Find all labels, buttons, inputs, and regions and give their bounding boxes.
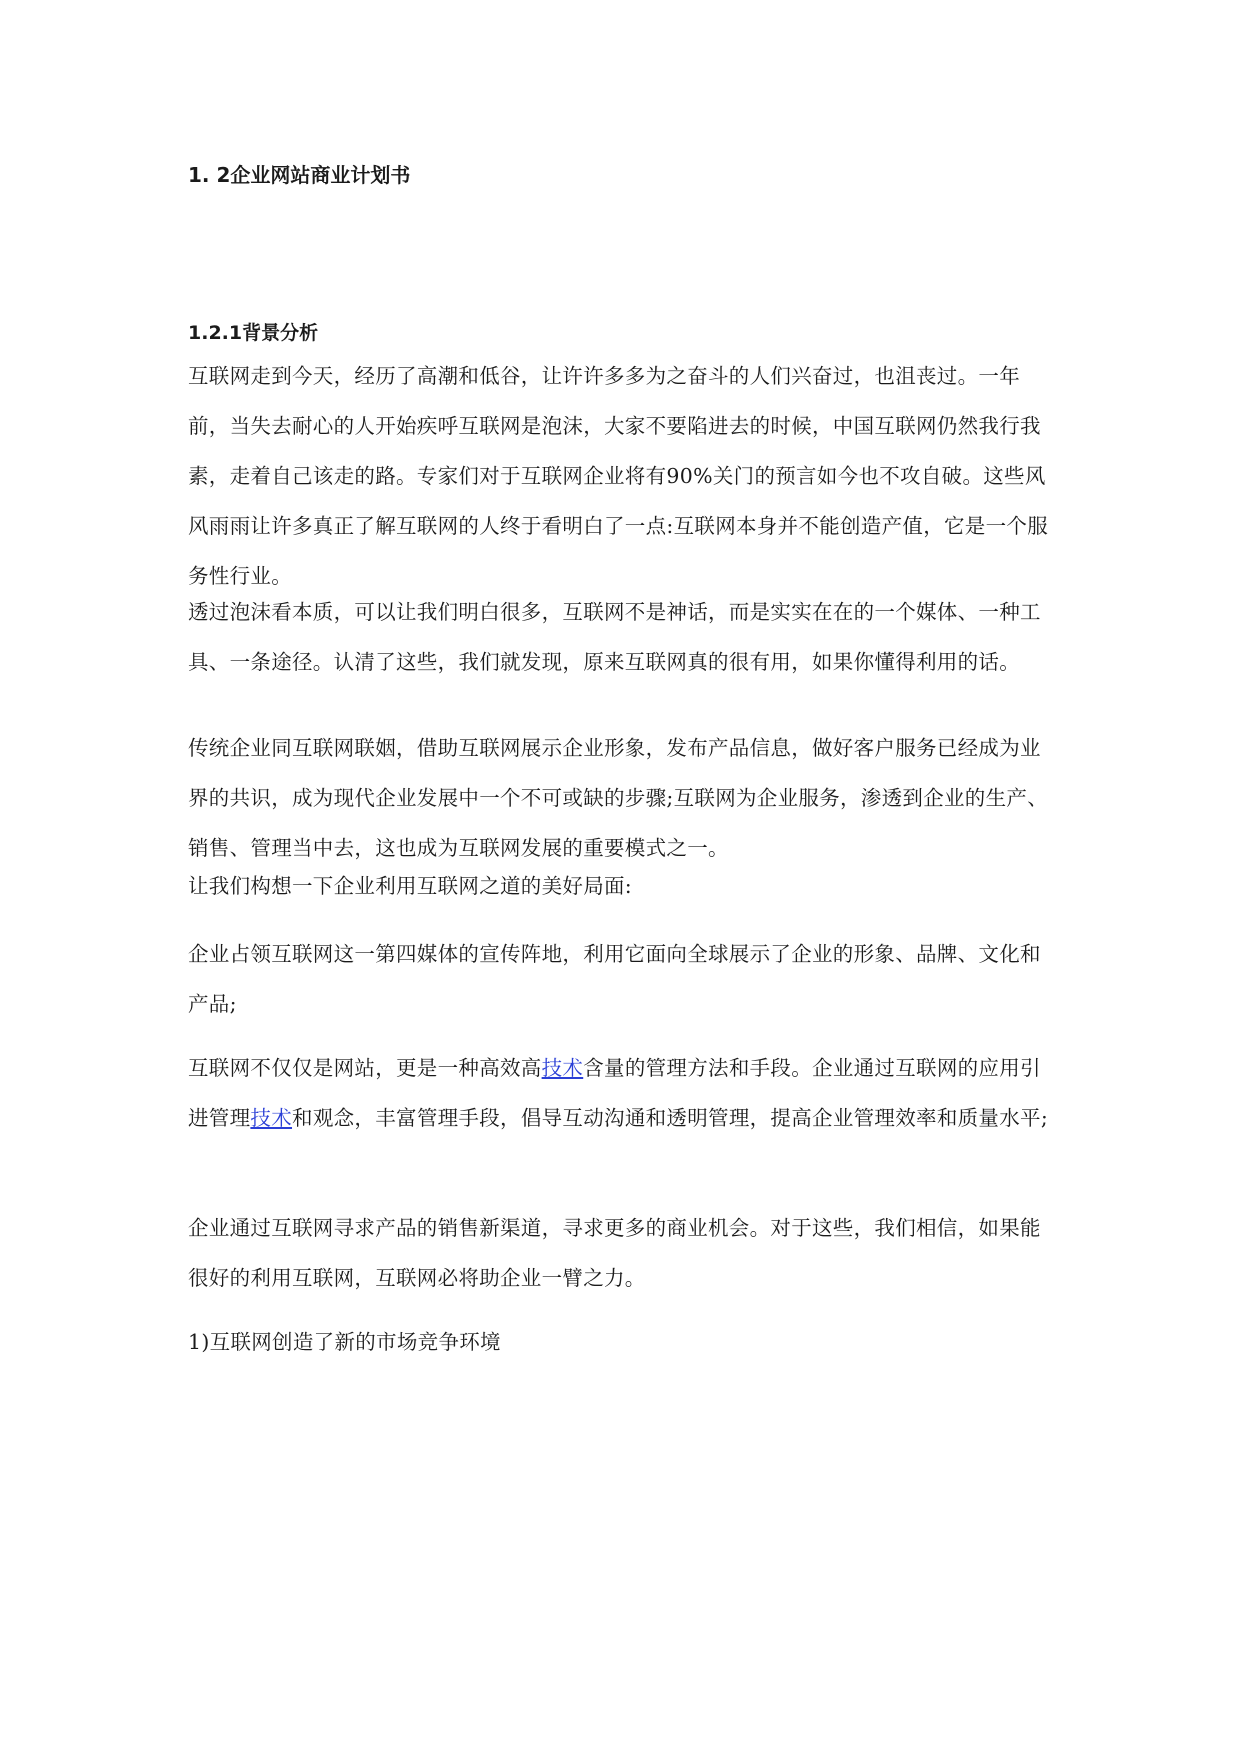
paragraph-5: 企业占领互联网这一第四媒体的宣传阵地，利用它面向全球展示了企业的形象、品牌、文化和产品; (188, 942, 1041, 1016)
section-heading: 1.2.1背景分析 (188, 322, 319, 344)
paragraph-4: 让我们构想一下企业利用互联网之道的美好局面: (188, 874, 633, 898)
technology-link-2[interactable]: 技术 (250, 1106, 293, 1130)
paragraph-2: 透过泡沫看本质，可以让我们明白很多，互联网不是神话，而是实实在在的一个媒体、一种工具、一条途径。认清了这些，我们就发现，原来互联网真的很有用，如果你懂得利用的话。 (188, 600, 1041, 674)
paragraph-7: 企业通过互联网寻求产品的销售新渠道，寻求更多的商业机会。对于这些，我们相信，如果能很好的利用互联网，互联网必将助企业一臂之力。 (188, 1216, 1041, 1290)
paragraph-1: 互联网走到今天，经历了高潮和低谷，让许许多多为之奋斗的人们兴奋过，也沮丧过。一年前，当失去耐心的人开始疾呼互联网是泡沫，大家不要陷进去的时候，中国互联网仍然我行我素，走着自己该走的路。专家们对于互联网企业将有90%关门的预言如今也不攻自破。这些风风雨雨让许多真正了解互联网的人终于看明白了一点:互联网本身并不能创造产值，它是一个服务性行业。 (188, 364, 1049, 588)
document-title: 1. 2企业网站商业计划书 (188, 163, 411, 187)
technology-link-1[interactable]: 技术 (541, 1056, 584, 1080)
paragraph-6-text-3: 和观念，丰富管理手段，倡导互动沟通和透明管理，提高企业管理效率和质量水平; (292, 1106, 1049, 1130)
paragraph-6-text-2: 含量的管理方法和手段。企业通过互联网的应用引进管理 (188, 1056, 1041, 1130)
list-item-1: 1)互联网创造了新的市场竞争环境 (188, 1330, 501, 1354)
paragraph-3: 传统企业同互联网联姻，借助互联网展示企业形象，发布产品信息，做好客户服务已经成为业界的共识，成为现代企业发展中一个不可或缺的步骤;互联网为企业服务，渗透到企业的生产、销售、管理当中去，这也成为互联网发展的重要模式之一。 (188, 736, 1049, 860)
paragraph-6-text-1: 互联网不仅仅是网站，更是一种高效高 (188, 1056, 542, 1080)
paragraph-6 (188, 1043, 1058, 1143)
